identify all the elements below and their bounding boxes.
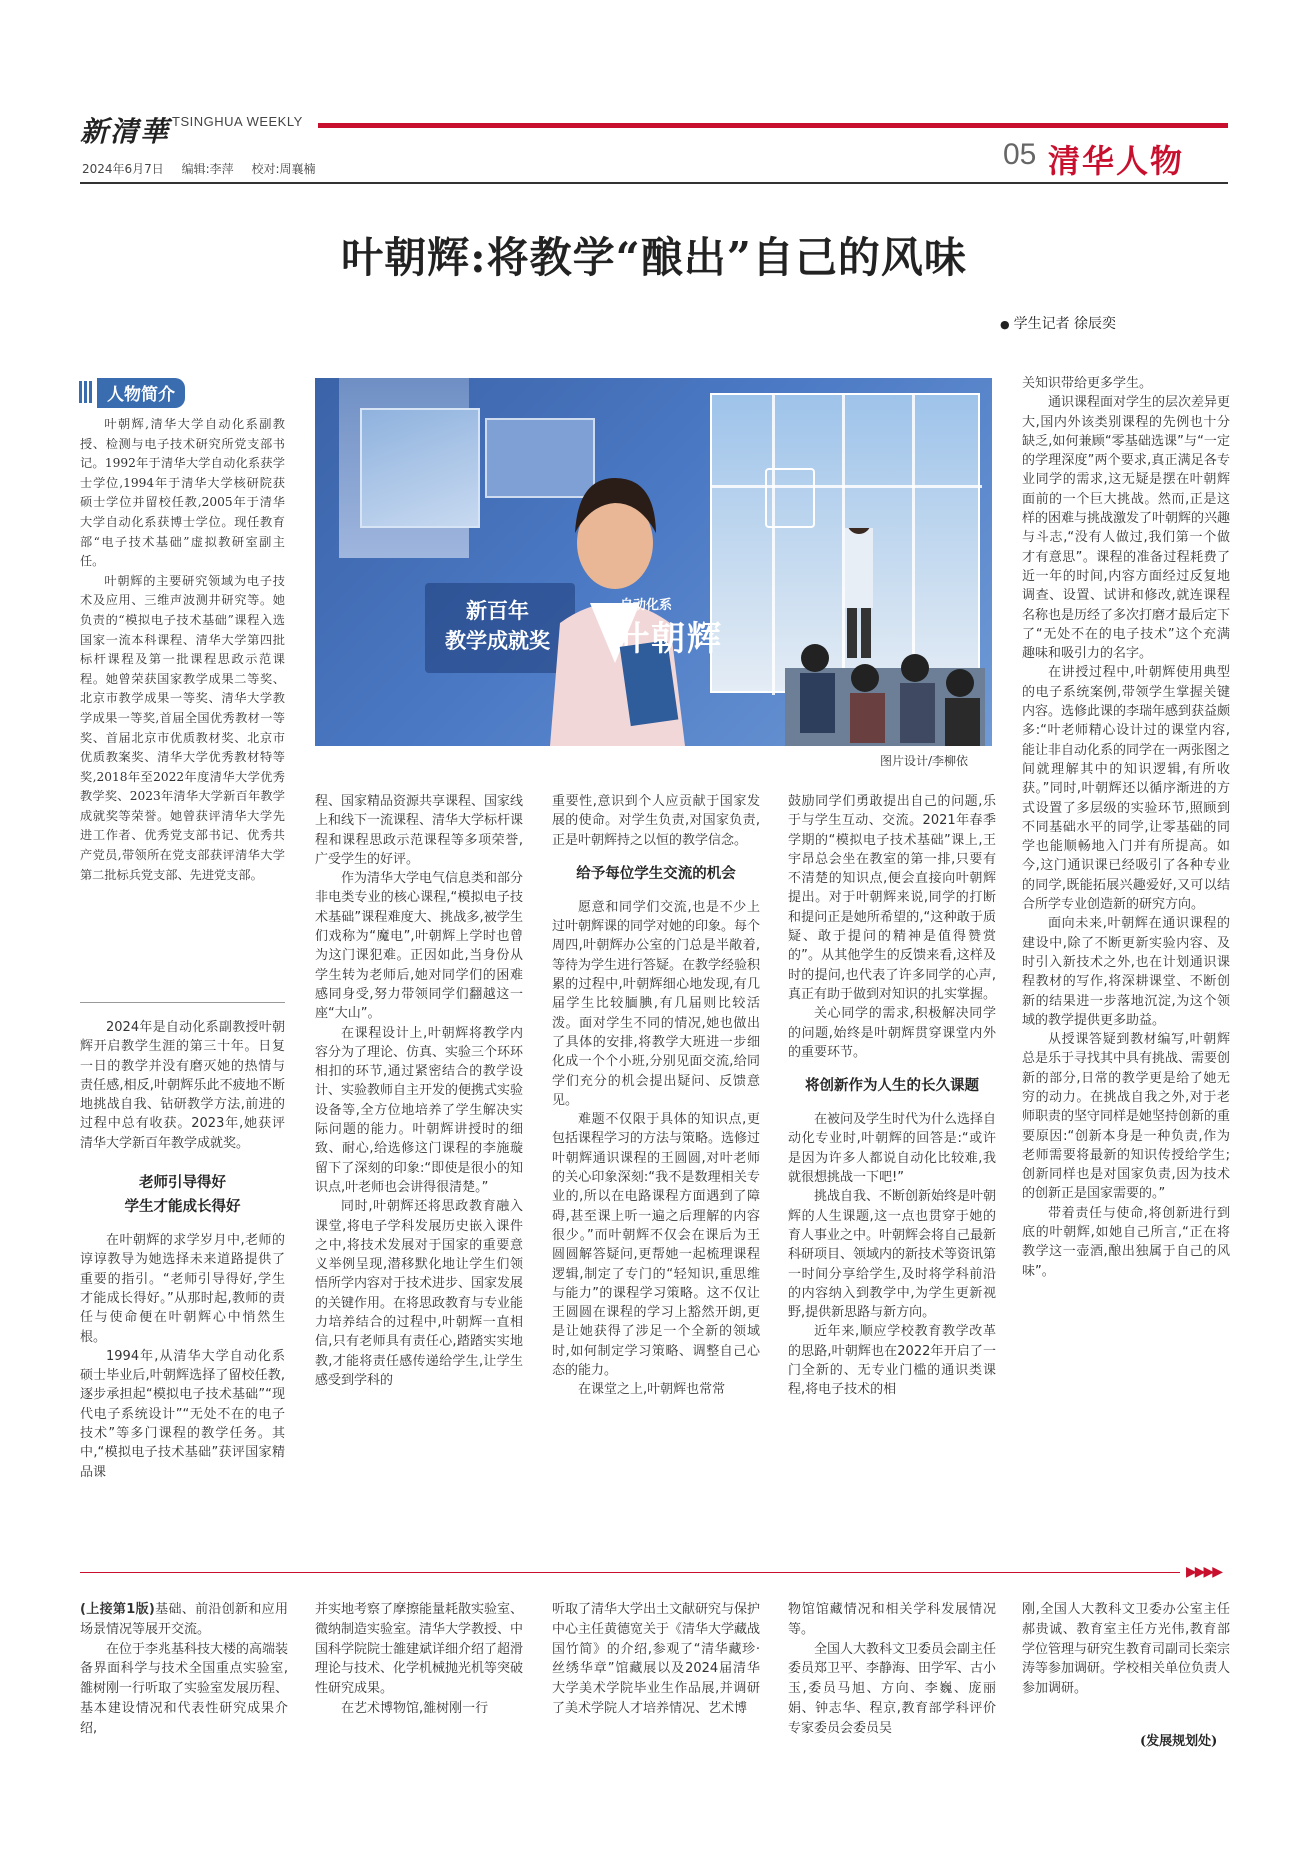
paragraph: 听取了清华大学出土文献研究与保护中心主任黄德宽关于《清华大学藏战国竹简》的介绍,参观了“清华藏珍·丝绣华章”馆藏展以及2024届清华大学美术学院毕业生作品展,并调研了美术学院人才培养情况、艺术博 <box>552 1602 761 1716</box>
paragraph: 通识课程面对学生的层次差异更大,国内外该类别课程的先例也十分缺乏,如何兼顾“零基础选课”与“一定的学理深度”两个要求,真正满足各专业同学的需求,这无疑是摆在叶朝辉面前的一个巨大挑战。然而,正是这样的困难与挑战激发了叶朝辉的兴趣与斗志,“没有人做过,我们第一个做才有意思”。课程的准备过程耗费了近一年的时间,内容方面经过反复地调查、设置、试讲和修改,就连课程名称也是历经了多次打磨才最后定下了“无处不在的电子技术”这个充满趣味和吸引力的名字。 <box>1022 395 1231 662</box>
paragraph: 在艺术博物馆,雒树刚一行 <box>341 1700 489 1716</box>
continued-column-5 <box>1022 1600 1230 1699</box>
byline-text: 学生记者 徐辰奕 <box>1013 316 1117 332</box>
column-5 <box>1022 374 1230 1281</box>
masthead-logo: 新清華 <box>80 115 171 148</box>
subheading: 将创新作为人生的长久课题 <box>805 1077 979 1095</box>
editor: 编辑:李萍 <box>181 162 234 176</box>
profile-header <box>79 378 299 406</box>
continued-column-3 <box>552 1600 760 1719</box>
arrows-icon: ▶▶▶▶ <box>1186 1564 1222 1580</box>
paragraph: 重要性,意识到个人应贡献于国家发展的使命。对学生负责,对国家负责,正是叶朝辉持之以恒的教学信念。 <box>552 794 760 848</box>
page-number: 05 <box>1003 138 1037 171</box>
masthead-english: TSINGHUA WEEKLY <box>172 114 303 129</box>
dateline <box>82 160 330 177</box>
masthead-red-rule <box>318 123 1228 128</box>
section-title: 清华人物 <box>1048 142 1185 180</box>
building-logo-icon <box>765 468 815 528</box>
profile-divider <box>80 1002 285 1003</box>
hero-image <box>315 378 992 746</box>
paragraph: 2024年是自动化系副教授叶朝辉开启教学生涯的第三十年。日复一日的教学并没有磨灭她的热情与责任感,相反,叶朝辉乐此不疲地不断地挑战自我、钻研教学方法,前进的过程中总有收获。2023年,她获评清华大学新百年教学成就奖。 <box>80 1020 285 1151</box>
paragraph: 近年来,顺应学校教育教学改革的思路,叶朝辉也在2022年开启了一门全新的、无专业门槛的通识类课程,将电子技术的相 <box>788 1324 996 1398</box>
subheading: 给予每位学生交流的机会 <box>576 864 736 882</box>
hero-name: 叶朝辉 <box>615 619 723 659</box>
paragraph: 程、国家精品资源共享课程、国家线上和线下一流课程、清华大学标杆课程和课程思政示范课程等多项荣誉,广受学生的好评。 <box>315 794 524 867</box>
profile-title: 人物简介 <box>97 378 185 408</box>
paragraph: 在位于李兆基科技大楼的高端装备界面科学与技术全国重点实验室,雒树刚一行听取了实验室发展历程、基本建设情况和代表性研究成果介绍, <box>80 1641 289 1736</box>
department-label: 自动化系 <box>620 598 673 613</box>
paragraph: 面向未来,叶朝辉在通识课程的建设中,除了不断更新实验内容、及时引入新技术之外,也在计划通识课程教材的写作,将深耕课堂、不断创新的结果进一步落地沉淀,为这个领域的教学提供更多助益。 <box>1022 916 1230 1028</box>
source-credit: (发展规划处) <box>1140 1734 1218 1749</box>
paragraph: 全国人大教科文卫委员会副主任委员郑卫平、李静海、田学军、古小玉,委员马旭、方向、李巍、庞丽娟、钟志华、程京,教育部学科评价专家委员会委员吴 <box>788 1641 997 1736</box>
proofreader: 校对:周襄楠 <box>251 162 316 176</box>
column-3 <box>552 792 760 1400</box>
paragraph: (上接第1版)基础、前沿创新和应用场景情况等展开交流。 <box>80 1602 288 1637</box>
continued-column-1 <box>80 1600 288 1739</box>
profile-paragraph: 叶朝辉,清华大学自动化系副教授、检测与电子技术研究所党支部书记。1992年于清华大学自动化系获学士学位,1994年于清华大学核研院获硕士学位并留校任教,2005年于清华大学自动化系获博士学位。现任教育部“电子技术基础”虚拟教研室副主任。 <box>80 417 285 569</box>
circuit-board-graphic <box>360 408 480 528</box>
profile-paragraph: 叶朝辉的主要研究领域为电子技术及应用、三维声波测井研究等。她负责的“模拟电子技术基础”课程入选国家一流本科课程、清华大学第四批标杆课程及第一批课程思政示范课程。她曾荣获国家教学成果二等奖、北京市教学成果一等奖、清华大学教学成果一等奖,首届全国优秀教材一等奖、首届北京市优质教材奖、北京市优质教案奖、清华大学优秀教材特等奖,2018年至2022年度清华大学优秀教学奖、2023年清华大学新百年教学成就奖等荣誉。她曾获评清华大学先进工作者、优秀党支部书记、优秀共产党员,带领所在党支部获评清华大学第二批标兵党支部、先进党支部。 <box>80 573 285 882</box>
paragraph: 愿意和同学们交流,也是不少上过叶朝辉课的同学对她的印象。每个周四,叶朝辉办公室的门总是半敞着,等待为学生进行答疑。在教学经验积累的过程中,叶朝辉细心地发现,有几届学生比较腼腆,有几届则比较活泼。面对学生不同的情况,她也做出了具体的安排,将教学大班进一步细化成一个个小班,分别见面交流,给同学们充分的机会提出疑问、反馈意见。 <box>552 899 761 1108</box>
image-caption: 图片设计/李柳依 <box>880 754 969 768</box>
paragraph: 并实地考察了摩擦能量耗散实验室、微纳制造实验室。清华大学教授、中国科学院院士雒建斌详细介绍了超滑理论与技术、化学机械抛光机等突破性研究成果。 <box>315 1602 524 1697</box>
paragraph: 1994年,从清华大学自动化系硕士毕业后,叶朝辉选择了留校任教,逐步承担起“模拟电子技术基础”“现代电子系统设计”“无处不在的电子技术”等多门课程的教学任务。其中,“模拟电子技术基础”获评国家精品课 <box>80 1348 285 1480</box>
paragraph: 在叶朝辉的求学岁月中,老师的谆谆教导为她选择未来道路提供了重要的指引。“老师引导得好,学生才能成长得好。”从那时起,教师的责任与使命便在叶朝辉心中悄然生根。 <box>80 1233 285 1345</box>
paragraph: 从授课答疑到教材编写,叶朝辉总是乐于寻找其中具有挑战、需要创新的部分,日常的教学更是给了她无穷的动力。在挑战自我之外,对于老师职责的坚守同样是她坚持创新的重要原因:“创新本身是一种负责,作为老师需要将最新的知识传授给学生;创新同样也是对国家负责,因为技术的创新正是国家需要的。” <box>1022 1032 1231 1202</box>
paragraph: 同时,叶朝辉还将思政教育融入课堂,将电子学科发展历史嵌入课件之中,将技术发展对于国家的重要意义举例呈现,潜移默化地让学生们领悟所学内容对于技术进步、国家发展的关键作用。在将思政教育与专业能力培养结合的过程中,叶朝辉一直相信,只有老师具有责任心,踏踏实实地教,才能将责任感传递给学生,让学生感受到学科的 <box>315 1199 524 1388</box>
students-illustration <box>785 528 985 746</box>
paragraph: 在被问及学生时代为什么选择自动化专业时,叶朝辉的回答是:“或许是因为许多人都说自动化比较难,我就很想挑战一下吧!” <box>788 1112 997 1186</box>
paragraph: 在讲授过程中,叶朝辉使用典型的电子系统案例,带领学生掌握关键内容。选修此课的李瑞年感到获益颇多:“叶老师精心设计过的课堂内容,能让非自动化系的同学在一两张图之间就理解其中的知识逻辑,有所收获。”同时,叶朝辉还以循序渐进的方式设置了多层级的实验环节,照顾到不同基础水平的同学,让零基础的同学也能顺畅地入门并有所提高。如今,这门通识课已经吸引了各种专业的同学,既能拓展兴趣爱好,又可以结合所学专业创造新的研究方向。 <box>1022 665 1231 913</box>
profile-body <box>80 415 285 885</box>
paragraph: 刚,全国人大教科文卫委办公室主任郝贵诚、教育室主任方光伟,教育部学位管理与研究生教育司副司长栾宗涛等参加调研。学校相关单位负责人参加调研。 <box>1022 1602 1231 1697</box>
paragraph: 带着责任与使命,将创新进行到底的叶朝辉,如她自己所言,“正在将教学这一壶酒,酿出独属于自己的风味”。 <box>1022 1205 1230 1279</box>
column-1 <box>80 1018 285 1482</box>
paragraph: 挑战自我、不断创新始终是叶朝辉的人生课题,这一点也贯穿于她的育人事业之中。叶朝辉会将自己最新科研项目、领域内的新技术等资讯第一时间分享给学生,及时将学科前沿的内容纳入到教学中,为学生更新视野,提供新思路与新方向。 <box>788 1189 997 1321</box>
paragraph: 物馆馆藏情况和相关学科发展情况等。 <box>788 1602 996 1637</box>
bars-icon <box>79 381 93 403</box>
continued-label: (上接第1版) <box>80 1602 155 1617</box>
header-rule <box>80 182 1228 184</box>
article-headline: 叶朝辉:将教学“酿出”自己的风味 <box>341 233 967 282</box>
paragraph: 难题不仅限于具体的知识点,更包括课程学习的方法与策略。选修过叶朝辉通识课程的王圆圆,对叶老师的关心印象深刻:“我不是数理相关专业的,所以在电路课程方面遇到了障碍,甚至课上听一遍之后理解的内容很少。”而叶朝辉不仅会在课后为王圆圆解答疑问,更帮她一起梳理课程逻辑,制定了专门的“轻知识,重思维与能力”的课程学习策略。这不仅让王圆圆在课程的学习上豁然开朗,更是让她获得了涉足一个全新的领域时,如何制定学习策略、调整自己心态的能力。 <box>552 1112 761 1379</box>
award-title: 新百年 教学成就奖 <box>445 598 550 653</box>
paragraph: 作为清华大学电气信息类和部分非电类专业的核心课程,“模拟电子技术基础”课程难度大、挑战多,被学生们戏称为“魔电”,叶朝辉上学时也曾为这门课犯难。正因如此,当身份从学生转为老师后,她对同学们的困难感同身受,努力带领同学们翻越这一座“大山”。 <box>315 871 524 1022</box>
column-2 <box>315 792 523 1390</box>
column-4 <box>788 792 996 1400</box>
continued-column-4 <box>788 1600 996 1739</box>
paragraph: 在课程设计上,叶朝辉将教学内容分为了理论、仿真、实验三个环环相扣的环节,通过紧密结合的教学设计、实验教师自主开发的便携式实验设备等,全方位地培养了学生解决实际问题的能力。叶朝辉讲授时的细致、耐心,给选修这门课程的李施璇留下了深刻的印象:“即使是很小的知识点,叶老师也会讲得很清楚。” <box>315 1025 524 1195</box>
paragraph: 关知识带给更多学生。 <box>1022 376 1153 391</box>
paragraph: 关心同学的需求,积极解决同学的问题,始终是叶朝辉贯穿课堂内外的重要环节。 <box>788 1006 996 1060</box>
portrait-illustration <box>520 433 710 746</box>
paragraph: 鼓励同学们勇敢提出自己的问题,乐于与学生互动、交流。2021年春季学期的“模拟电子技术基础”课上,王宇昂总会坐在教室的第一排,只要有不清楚的知识点,便会直接向叶朝辉提出。对于叶朝辉来说,同学的打断和提问正是她所希望的,“这种敢于质疑、敢于提问的精神是值得赞赏的”。从其他学生的反馈来看,这样及时的提问,也代表了许多同学的心声,真正有助于做到对知识的扎实掌握。 <box>788 794 997 1002</box>
issue-date: 2024年6月7日 <box>82 162 164 176</box>
section-divider <box>80 1572 1180 1573</box>
subheading: 老师引导得好 学生才能成长得好 <box>124 1174 241 1216</box>
bullet-icon: ● <box>1000 318 1010 331</box>
continued-column-2 <box>315 1600 523 1719</box>
byline <box>1000 313 1116 333</box>
paragraph: 在课堂之上,叶朝辉也常常 <box>578 1382 726 1398</box>
